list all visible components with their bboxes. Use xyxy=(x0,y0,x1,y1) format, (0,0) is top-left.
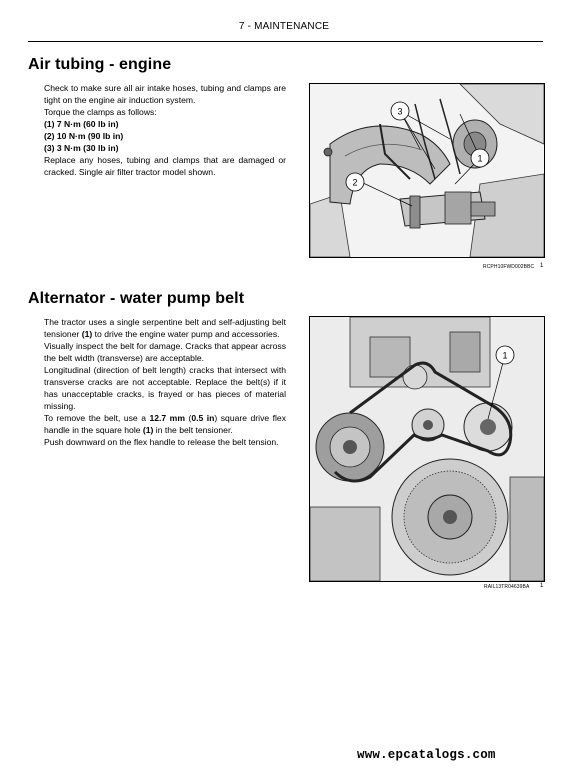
air-tubing-figure xyxy=(309,83,545,258)
alternator-belt-text xyxy=(44,316,286,448)
torque-item: (3) 3 N·m (30 lb in) xyxy=(44,143,119,153)
chapter-header: 7 - MAINTENANCE xyxy=(238,21,330,32)
section-title-alternator-belt: Alternator - water pump belt xyxy=(28,290,245,307)
callout-3 xyxy=(391,102,409,120)
svg-text:1: 1 xyxy=(477,153,483,164)
paragraph: Torque the clamps as follows: xyxy=(44,107,157,117)
callout-1 xyxy=(496,346,514,364)
engine-air-tubing-illustration xyxy=(310,84,544,257)
figure-number: 1 xyxy=(540,583,544,589)
figure-code: RAIL13TR04639BA xyxy=(484,584,530,590)
torque-item: (1) 7 N·m (60 lb in) xyxy=(44,119,119,129)
paragraph: Push downward on the flex handle to release the belt tension. xyxy=(44,437,279,447)
figure-number: 1 xyxy=(540,263,544,269)
paragraph: Check to make sure all air intake hoses, tubing and clamps are tight on the engine air induction system. xyxy=(44,83,286,105)
torque-item: (2) 10 N·m (90 lb in) xyxy=(44,131,124,141)
svg-text:1: 1 xyxy=(502,350,508,361)
svg-text:2: 2 xyxy=(352,177,358,188)
figure-code: RCPH10FWD002BBC xyxy=(483,264,535,270)
paragraph: Longitudinal (direction of belt length) cracks that intersect with transverse cracks are not acceptable. Replace the belt(s) if it has unacceptable cracks, is frayed or has pieces of material missing. xyxy=(44,365,286,411)
paragraph: Replace any hoses, tubing and clamps that are damaged or cracked. Single air filter tractor model shown. xyxy=(44,155,286,177)
header-rule xyxy=(28,41,543,42)
paragraph: Visually inspect the belt for damage. Cracks that appear across the belt width (transverse) are acceptable. xyxy=(44,341,286,363)
air-tubing-text xyxy=(44,82,286,178)
svg-text:3: 3 xyxy=(397,106,403,117)
alternator-belt-figure xyxy=(309,316,545,582)
engine-belt-illustration xyxy=(310,317,544,581)
callout-2 xyxy=(346,173,364,191)
paragraph: To remove the belt, use a 12.7 mm (0.5 in) square drive flex handle in the square hole (1) in the belt tensioner. xyxy=(44,413,286,435)
section-title-air-tubing: Air tubing - engine xyxy=(28,56,172,73)
paragraph: The tractor uses a single serpentine belt and self-adjusting belt tensioner (1) to drive the engine water pump and accessories. xyxy=(44,317,286,339)
callout-1 xyxy=(471,149,489,167)
footer-url[interactable]: www.epcatalogs.com xyxy=(357,748,496,762)
